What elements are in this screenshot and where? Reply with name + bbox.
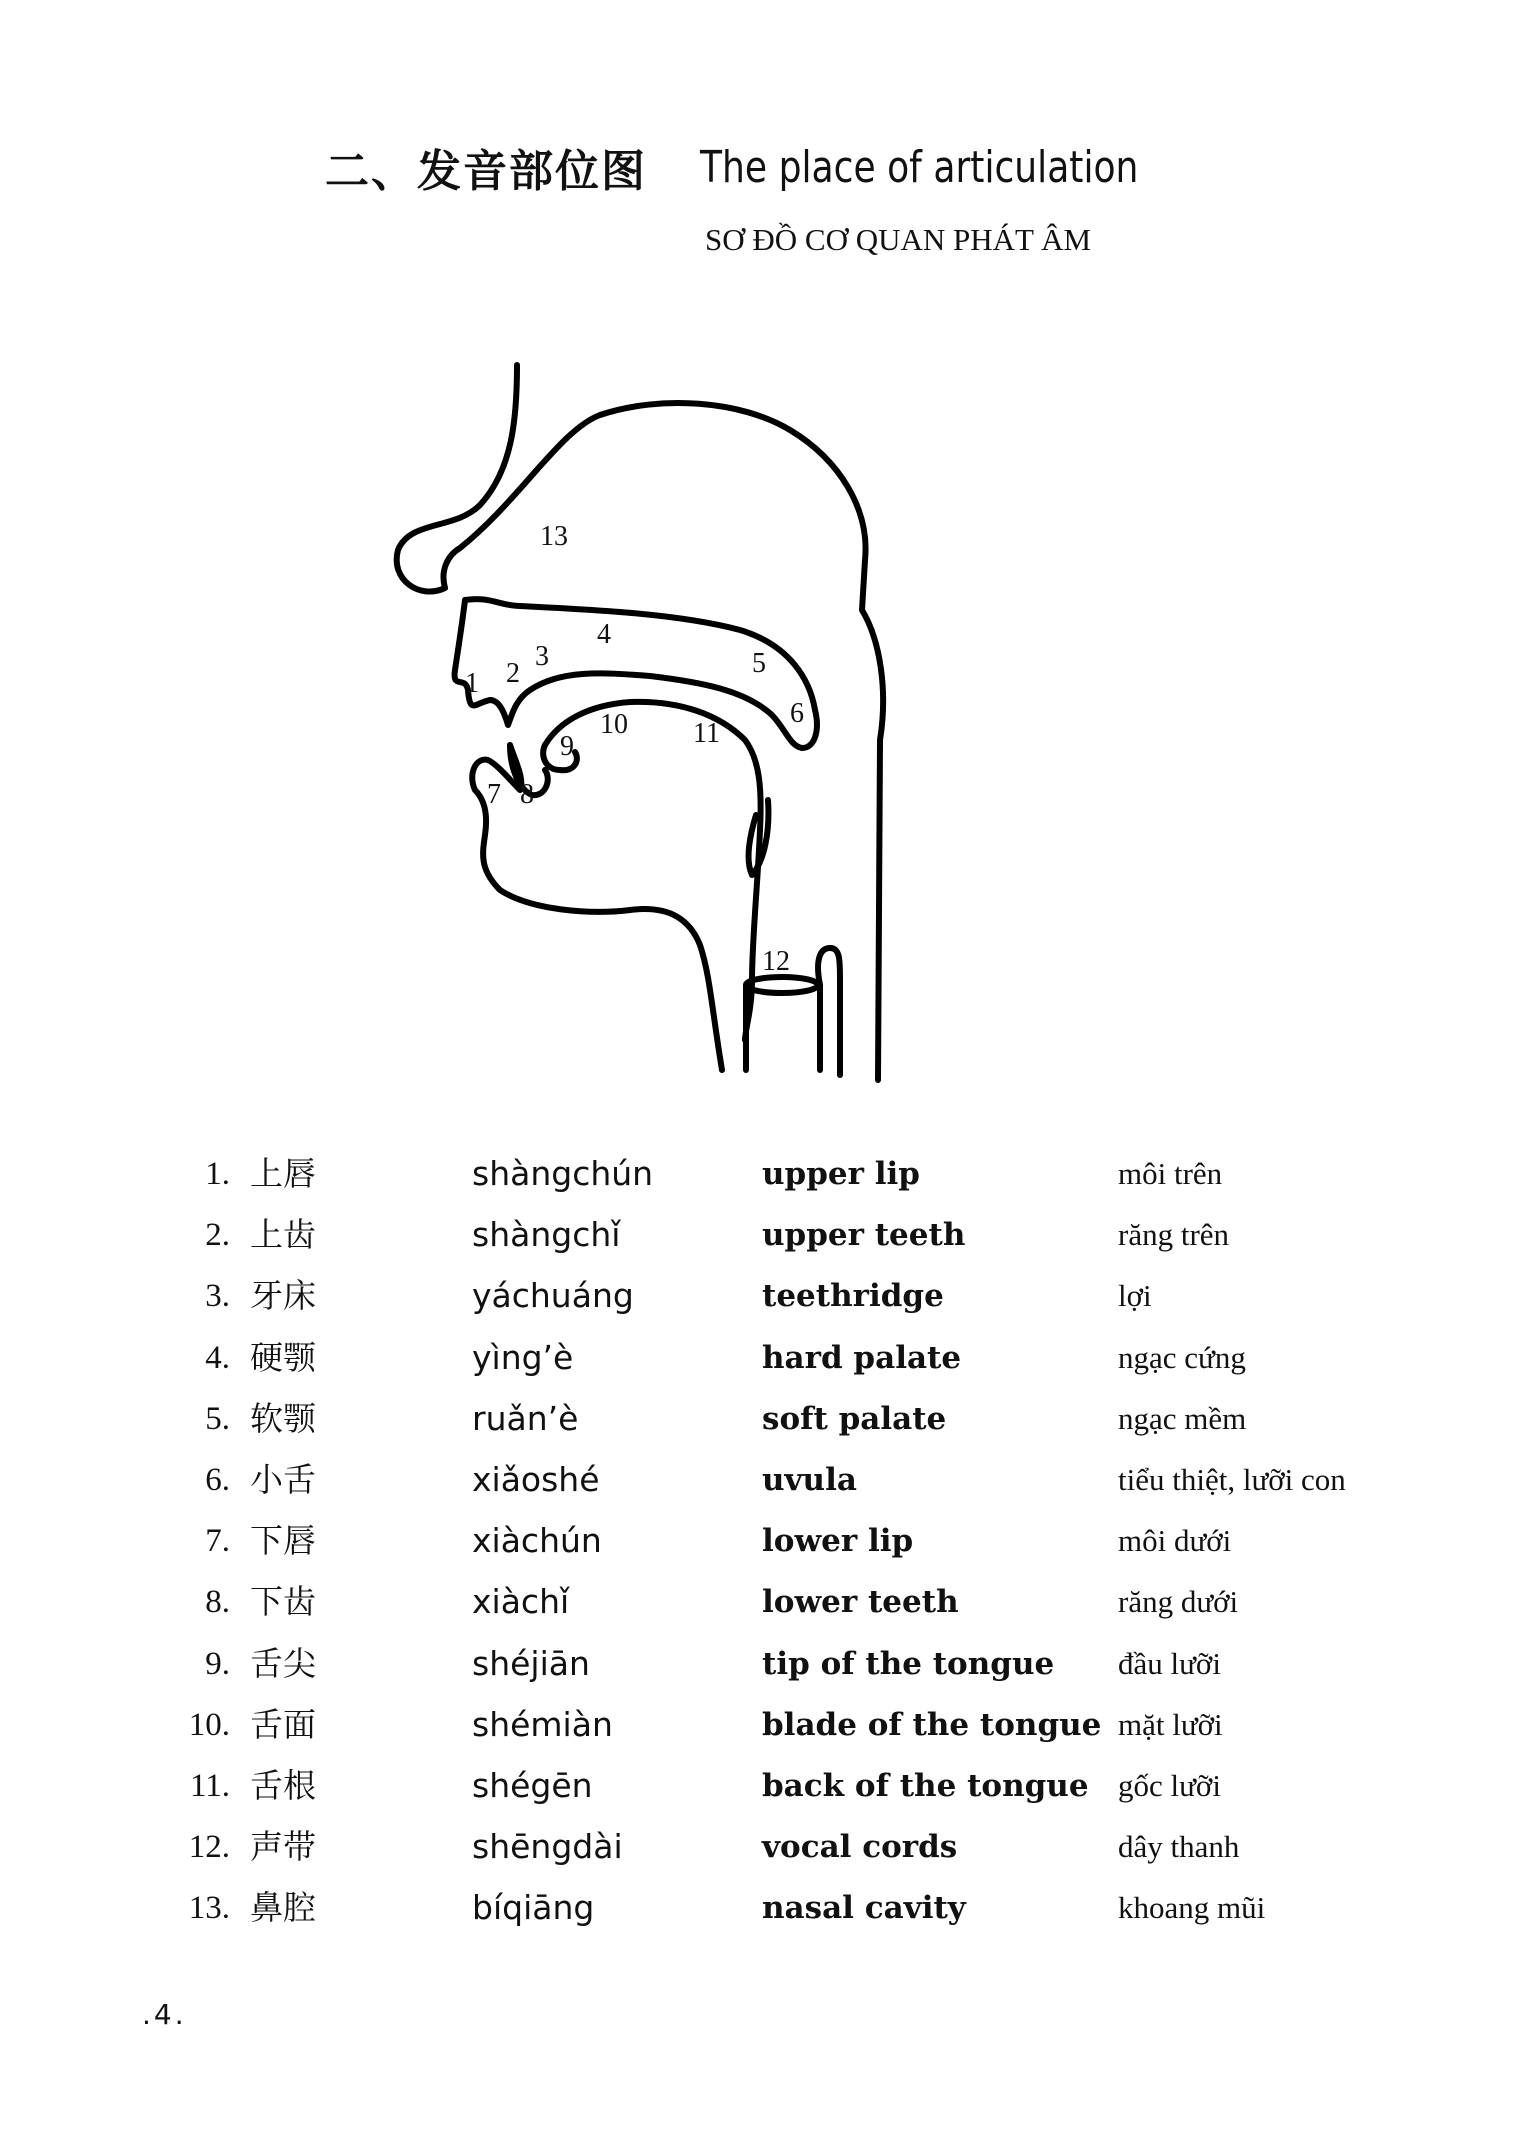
terms-list — [0, 1152, 1520, 1947]
term-pinyin: shéjiān — [472, 1643, 590, 1683]
term-vietnamese: răng trên — [1118, 1217, 1230, 1253]
term-english: nasal cavity — [762, 1890, 966, 1927]
term-pinyin: bíqiāng — [472, 1888, 595, 1928]
term-row — [0, 1703, 1520, 1764]
term-vietnamese: mặt lưỡi — [1118, 1706, 1223, 1742]
term-hanzi: 鼻腔 — [250, 1888, 316, 1928]
term-english: soft palate — [762, 1400, 947, 1437]
term-number: 8. — [205, 1584, 230, 1621]
term-hanzi: 软颚 — [250, 1398, 316, 1438]
nose-outline — [397, 365, 517, 592]
term-vietnamese: gốc lưỡi — [1118, 1767, 1221, 1803]
term-row — [0, 1458, 1520, 1519]
term-hanzi: 上齿 — [250, 1215, 316, 1255]
term-vietnamese: ngạc mềm — [1118, 1400, 1247, 1436]
term-hanzi: 下唇 — [250, 1521, 316, 1561]
term-hanzi: 舌面 — [250, 1704, 316, 1744]
diagram-label-4: 4 — [597, 619, 611, 650]
diagram-label-13: 13 — [540, 521, 568, 552]
term-number: 1. — [205, 1156, 230, 1192]
term-hanzi: 声带 — [250, 1827, 316, 1867]
term-pinyin: shémiàn — [472, 1704, 613, 1744]
term-row — [0, 1642, 1520, 1703]
diagram-label-2: 2 — [506, 658, 520, 689]
term-vietnamese: khoang mũi — [1118, 1890, 1266, 1926]
diagram-label-1: 1 — [465, 668, 479, 699]
term-english: tip of the tongue — [762, 1645, 1055, 1682]
term-row — [0, 1580, 1520, 1641]
subtitle-vietnamese: SƠ ĐỒ CƠ QUAN PHÁT ÂM — [705, 222, 1092, 257]
term-hanzi: 牙床 — [250, 1276, 316, 1316]
term-hanzi: 舌根 — [250, 1765, 316, 1805]
term-english: hard palate — [762, 1339, 962, 1376]
term-row — [0, 1152, 1520, 1213]
term-vietnamese: đầu lưỡi — [1118, 1645, 1221, 1681]
diagram-label-10: 10 — [600, 709, 628, 740]
term-hanzi: 小舌 — [250, 1459, 316, 1499]
term-vietnamese: dây thanh — [1118, 1829, 1240, 1865]
term-pinyin: shàngchǐ — [472, 1215, 621, 1255]
term-row — [0, 1519, 1520, 1580]
term-number: 12. — [188, 1829, 230, 1866]
term-pinyin: yìng’è — [472, 1337, 574, 1377]
lower-lip-jaw — [472, 745, 722, 1070]
diagram-label-12: 12 — [762, 946, 790, 977]
term-english: vocal cords — [762, 1829, 958, 1866]
term-english: uvula — [762, 1461, 857, 1498]
term-vietnamese: răng dưới — [1118, 1584, 1239, 1620]
term-vietnamese: môi trên — [1118, 1156, 1223, 1191]
term-pinyin: ruǎn’è — [472, 1398, 579, 1438]
term-english: upper teeth — [762, 1217, 966, 1254]
term-pinyin: xiǎoshé — [472, 1459, 600, 1499]
term-vietnamese: ngạc cứng — [1118, 1339, 1246, 1375]
term-number: 4. — [205, 1339, 230, 1376]
term-number: 5. — [205, 1400, 230, 1437]
term-english: teethridge — [762, 1278, 944, 1315]
diagram-label-7: 7 — [487, 779, 501, 810]
term-row — [0, 1764, 1520, 1825]
term-row — [0, 1397, 1520, 1458]
term-hanzi: 舌尖 — [250, 1643, 316, 1683]
term-row — [0, 1825, 1520, 1886]
term-row — [0, 1886, 1520, 1947]
term-number: 2. — [205, 1217, 230, 1254]
term-pinyin: shégēn — [472, 1765, 593, 1805]
term-number: 7. — [205, 1523, 230, 1560]
term-english: blade of the tongue — [762, 1706, 1102, 1743]
term-number: 6. — [205, 1461, 230, 1498]
term-english: back of the tongue — [762, 1767, 1089, 1804]
term-pinyin: yáchuáng — [472, 1276, 634, 1316]
term-pinyin: shàngchún — [472, 1154, 654, 1193]
term-row — [0, 1274, 1520, 1335]
diagram-label-8: 8 — [520, 779, 534, 810]
term-hanzi: 下齿 — [250, 1582, 316, 1622]
vocal-cords — [746, 977, 818, 993]
term-english: upper lip — [762, 1156, 920, 1192]
term-vietnamese: tiểu thiệt, lưỡi con — [1118, 1461, 1346, 1497]
term-hanzi: 硬颚 — [250, 1337, 316, 1377]
diagram-label-11: 11 — [693, 718, 720, 749]
term-english: lower teeth — [762, 1584, 959, 1621]
term-pinyin: xiàchǐ — [472, 1582, 570, 1622]
term-pinyin: shēngdài — [472, 1827, 623, 1867]
term-number: 9. — [205, 1645, 230, 1682]
diagram-label-6: 6 — [790, 698, 804, 729]
term-pinyin: xiàchún — [472, 1521, 602, 1561]
title-english: The place of articulation — [700, 141, 1139, 193]
diagram-label-5: 5 — [752, 648, 766, 679]
term-number: 3. — [205, 1278, 230, 1315]
term-hanzi: 上唇 — [250, 1154, 316, 1193]
term-number: 13. — [188, 1890, 230, 1927]
term-number: 11. — [189, 1767, 230, 1804]
term-number: 10. — [188, 1706, 230, 1743]
term-english: lower lip — [762, 1523, 914, 1560]
term-vietnamese: lợi — [1118, 1278, 1152, 1314]
term-vietnamese: môi dưới — [1118, 1523, 1232, 1559]
diagram-label-3: 3 — [535, 641, 549, 672]
term-row — [0, 1336, 1520, 1397]
term-row — [0, 1213, 1520, 1274]
title-chinese: 二、发音部位图 — [325, 146, 647, 197]
page-number: .4. — [142, 1998, 187, 2031]
diagram-label-9: 9 — [560, 731, 574, 762]
